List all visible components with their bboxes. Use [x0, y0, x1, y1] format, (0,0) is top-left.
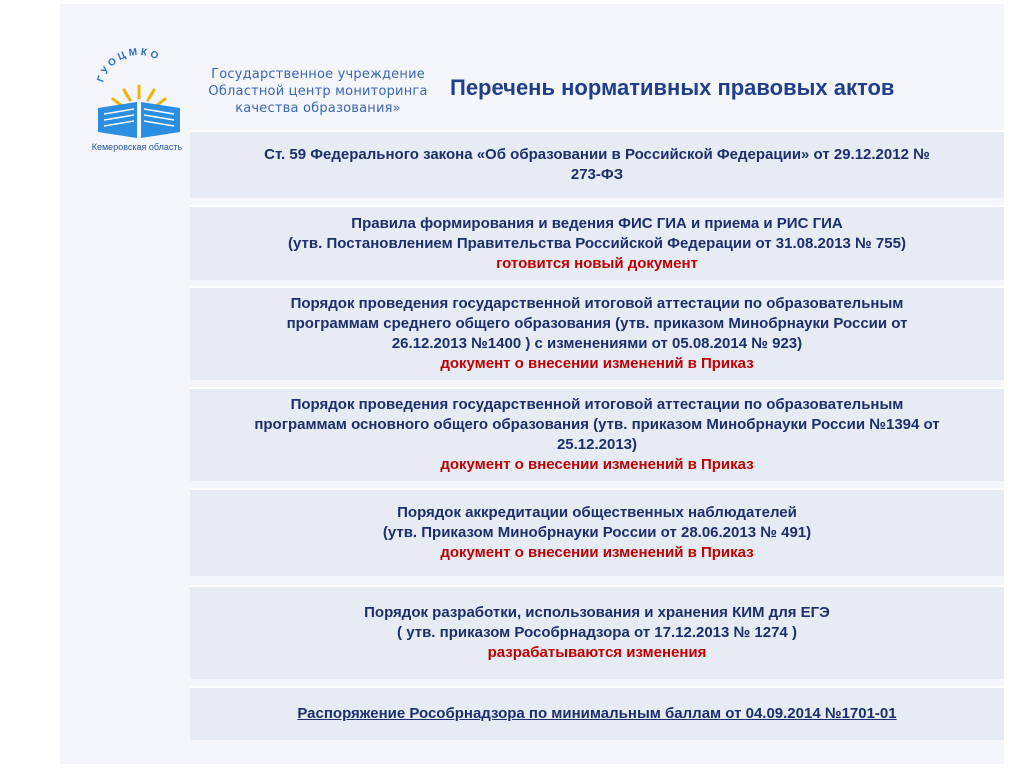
item-text: Ст. 59 Федерального закона «Об образовании в Российской Федерации» от 29.12.2012 №	[264, 146, 930, 163]
item-text: Правила формирования и ведения ФИС ГИА и приема и РИС ГИА	[351, 214, 843, 232]
logo-arc-text: ГУОЦМКО	[95, 46, 163, 84]
item-status: разрабатываются изменения	[487, 644, 707, 661]
organization-line: качества образования»	[235, 101, 401, 116]
order-link[interactable]: Распоряжение Рособрнадзора по минимальным баллам от 04.09.2014 №1701-01	[297, 705, 897, 722]
book-logo-icon	[84, 40, 194, 150]
item-text: 273-ФЗ	[570, 166, 624, 183]
legal-act-item	[190, 387, 1004, 481]
svg-text:ГУОЦМКО	[95, 47, 162, 84]
item-text: Порядок аккредитации общественных наблюдателей	[397, 504, 797, 521]
organization-line: Государственное учреждение	[211, 67, 425, 82]
legal-act-item	[190, 488, 1004, 576]
item-text: программам основного общего образования (утв. приказом Минобрнауки России №1394 от	[254, 416, 940, 433]
item-text: (утв. Постановлением Правительства Российской Федерации от 31.08.2013 № 755)	[288, 234, 906, 252]
item-status: готовится новый документ	[496, 254, 698, 272]
item-text: 25.12.2013)	[556, 436, 638, 453]
logo-region-label: Кемеровская область	[91, 142, 183, 152]
item-text: Порядок проведения государственной итоговой аттестации по образовательным	[290, 295, 904, 312]
organization-line: Областной центр мониторинга	[208, 84, 428, 99]
item-text: Порядок проведения государственной итоговой аттестации по образовательным	[290, 396, 904, 413]
legal-act-item	[190, 130, 1004, 198]
item-status: документ о внесении изменений в Приказ	[440, 456, 754, 473]
item-status: документ о внесении изменений в Приказ	[440, 355, 754, 372]
org-logo	[84, 40, 194, 158]
item-text: 26.12.2013 №1400 ) с изменениями от 05.08.2014 № 923)	[391, 335, 803, 352]
item-text: (утв. Приказом Минобрнауки России от 28.06.2013 № 491)	[382, 524, 812, 541]
item-text: ( утв. приказом Рособрнадзора от 17.12.2013 № 1274 )	[397, 624, 797, 641]
legal-act-item	[190, 585, 1004, 679]
legal-act-item	[190, 205, 1004, 280]
item-text: Порядок разработки, использования и хранения КИМ для ЕГЭ	[364, 604, 830, 621]
page-title: Перечень нормативных правовых актов	[450, 75, 895, 100]
organization-name	[198, 66, 438, 117]
legal-act-item	[190, 286, 1004, 380]
item-status: документ о внесении изменений в Приказ	[440, 544, 754, 561]
item-text: программам среднего общего образования (утв. приказом Минобрнауки России от	[286, 315, 908, 332]
legal-act-item[interactable]	[190, 686, 1004, 740]
